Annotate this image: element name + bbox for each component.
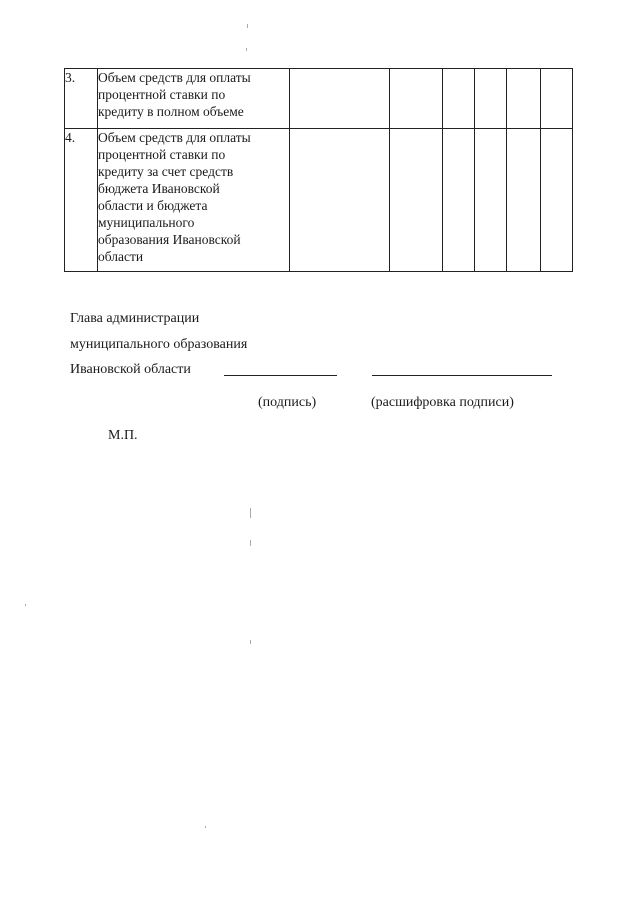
- table-cell: [507, 129, 541, 272]
- row-description: Объем средств для оплаты процентной ставки по кредиту в полном объеме: [98, 69, 290, 129]
- table-cell: [390, 129, 443, 272]
- table-cell: [443, 69, 475, 129]
- row-number: 3.: [65, 69, 98, 129]
- signature-caption: (подпись): [258, 395, 317, 410]
- table-cell: [290, 69, 390, 129]
- scan-speck: [247, 24, 248, 28]
- scan-speck: [250, 540, 251, 546]
- table-cell: [443, 129, 475, 272]
- row-description: Объем средств для оплаты процентной ставки по кредиту за счет средств бюджета Ивановской области и бюджета муниципального образования Ивановской области: [98, 129, 290, 272]
- table-cell: [390, 69, 443, 129]
- scan-speck: [250, 508, 251, 518]
- signature-decoding-line: [372, 375, 552, 376]
- table-cell: [290, 129, 390, 272]
- table-row: [65, 69, 573, 129]
- stamp-place: М.П.: [108, 428, 138, 443]
- scan-speck: [205, 826, 206, 828]
- signatory-title-line2: муниципального образования: [70, 337, 248, 352]
- scan-speck: [25, 604, 26, 606]
- scan-speck: [250, 640, 251, 644]
- signatory-title-line1: Глава администрации: [70, 311, 200, 326]
- data-table: [64, 68, 573, 272]
- signature-line: [224, 375, 337, 376]
- table-cell: [541, 69, 573, 129]
- signatory-title-line3: Ивановской области: [70, 362, 191, 377]
- scan-speck: [246, 48, 247, 51]
- table-cell: [475, 69, 507, 129]
- table-cell: [507, 69, 541, 129]
- signature-decoding-caption: (расшифровка подписи): [371, 395, 514, 410]
- table-cell: [475, 129, 507, 272]
- table-row: [65, 129, 573, 272]
- row-number: 4.: [65, 129, 98, 272]
- table-cell: [541, 129, 573, 272]
